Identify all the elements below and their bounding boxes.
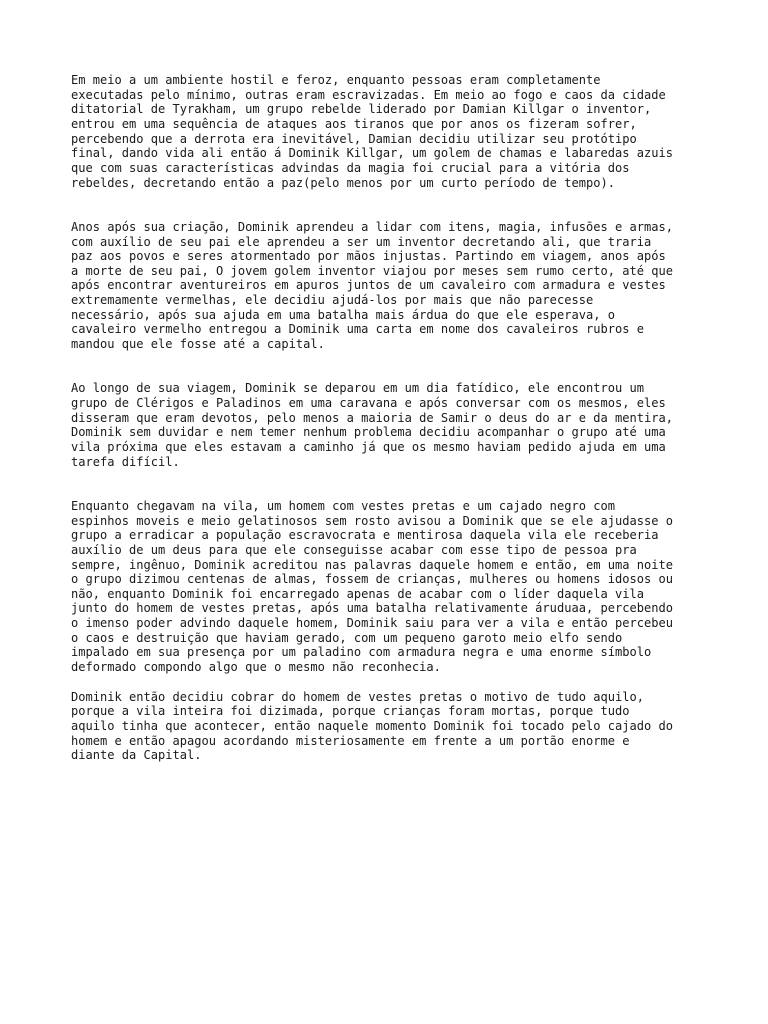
paragraph-village: Enquanto chegavam na vila, um homem com vestes pretas e um cajado negro com espinhos moveis e meio gelatinosos sem rosto avisou a Dominik que se ele ajudasse o grupo a erradicar a população escravocrata e mentirosa daquela vila ele receberia auxílio de um deus para que ele conseguisse acabar com esse tipo de pessoa pra sempre, ingênuo, Dominik acreditou nas palavras daquele homem e então, em uma noite o grupo dizimou centenas de almas, fossem de crianças, mulheres ou homens idosos ou não, enquanto Dominik foi encarregado apenas de acabar com o líder daquela vila junto do homem de vestes pretas, após uma batalha relativamente áruduaa, percebendo o imenso poder advindo daquele homem, Dominik saiu para ver a vila e então percebeu o caos e destruição que haviam gerado, com um pequeno garoto meio elfo sendo impalado em sua presença por um paladino com armadura negra e uma enorme símbolo deformado compondo algo que o mesmo não reconhecia. — [71, 498, 673, 675]
document-page — [71, 73, 711, 763]
paragraph-capital: Dominik então decidiu cobrar do homem de vestes pretas o motivo de tudo aquilo, porque a vila inteira foi dizimada, porque crianças foram mortas, porque tudo aquilo tinha que acontecer, então naquele momento Dominik foi tocado pelo cajado do homem e então apagou acordando misteriosamente em frente a um portão enorme e diante da Capital. — [71, 689, 673, 763]
paragraph-origin: Em meio a um ambiente hostil e feroz, enquanto pessoas eram completamente executadas pelo mínimo, outras eram escravizadas. Em meio ao fogo e caos da cidade ditatorial de Tyrakham, um grupo rebelde liderado por Damian Killgar o inventor, entrou em uma sequência de ataques aos tiranos que por anos os fizeram sofrer, percebendo que a derrota era inevitável, Damian decidiu utilizar seu protótipo final, dando vida ali então á Dominik Killgar, um golem de chamas e labaredas azuis que com suas características advindas da magia foi crucial para a vitória dos rebeldes, decretando então a paz(pelo menos por um curto período de tempo). — [71, 73, 673, 190]
paragraph-caravan: Ao longo de sua viagem, Dominik se deparou em um dia fatídico, ele encontrou um grupo de Clérigos e Paladinos em uma caravana e após conversar com os mesmos, eles disseram que eram devotos, pelo menos a maioria de Samir o deus do ar e da mentira, Dominik sem duvidar e nem temer nenhum problema decidiu acompanhar o grupo até uma vila próxima que eles estavam a caminho já que os mesmo haviam pedido ajuda em uma tarefa difícil. — [71, 381, 673, 469]
paragraph-journey: Anos após sua criação, Dominik aprendeu a lidar com itens, magia, infusões e armas, com auxílio de seu pai ele aprendeu a ser um inventor decretando ali, que traria paz aos povos e seres atormentado por mãos injustas. Partindo em viagem, anos após a morte de seu pai, O jovem golem inventor viajou por meses sem rumo certo, até que após encontrar aventureiros em apuros juntos de um cavaleiro com armadura e vestes extremamente vermelhas, ele decidiu ajudá-los por mais que não parecesse necessário, após sua ajuda em uma batalha mais árdua do que ele esperava, o cavaleiro vermelho entregou a Dominik uma carta em nome dos cavaleiros rubros e mandou que ele fosse até a capital. — [71, 219, 673, 352]
